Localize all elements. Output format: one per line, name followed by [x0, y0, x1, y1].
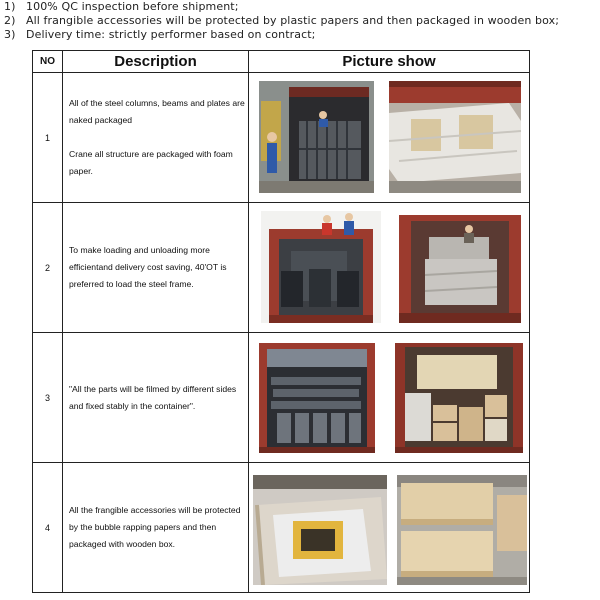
note-item: 1) 100% QC inspection before shipment; [4, 0, 239, 13]
description-paragraph: All of the steel columns, beams and plates are naked packaged [69, 98, 245, 125]
photo-bubble-wrapped-accessory [253, 475, 387, 585]
header-description: Description [63, 51, 249, 73]
description-paragraph: All the frangible accessories will be protected by the bubble rapping papers and then packaged with wooden box. [69, 505, 241, 549]
row-description [63, 203, 249, 333]
row-description [63, 463, 249, 593]
note-item: 2) All frangible accessories will be protected by plastic papers and then packaged in wooden box; [4, 14, 559, 27]
photo-foam-wrapped-structure [389, 81, 521, 193]
notes-list [4, 0, 594, 42]
table-row [33, 203, 530, 333]
description-paragraph: "All the parts will be filmed by different sides and fixed stably in the container". [69, 383, 237, 411]
table-row [33, 333, 530, 463]
description-paragraph: To make loading and unloading more efficientand delivery cost saving, 40'OT is preferred to load the steel frame. [69, 245, 227, 289]
photo-container-loading-steel [259, 81, 374, 193]
photo-wooden-boxes [397, 475, 527, 585]
photo-boxed-accessories [395, 343, 523, 453]
row-number: 4 [33, 463, 63, 593]
table-row [33, 463, 530, 593]
row-description [63, 333, 249, 463]
row-pictures [249, 73, 530, 203]
table-header-row [33, 51, 530, 73]
photo-wrapped-cargo-container [399, 215, 521, 323]
header-no: NO [33, 51, 63, 73]
photo-open-top-frame [261, 211, 381, 323]
table-row [33, 73, 530, 203]
description-paragraph: Crane all structure are packaged with foam paper. [69, 149, 233, 176]
row-description [63, 73, 249, 203]
row-pictures [249, 463, 530, 593]
note-item: 3) Delivery time: strictly performer based on contract; [4, 28, 316, 41]
row-number: 1 [33, 73, 63, 203]
packing-table [32, 50, 530, 593]
photo-filmed-steel-parts [259, 343, 375, 453]
row-pictures [249, 203, 530, 333]
row-pictures [249, 333, 530, 463]
header-picture: Picture show [249, 51, 530, 73]
row-number: 3 [33, 333, 63, 463]
row-number: 2 [33, 203, 63, 333]
